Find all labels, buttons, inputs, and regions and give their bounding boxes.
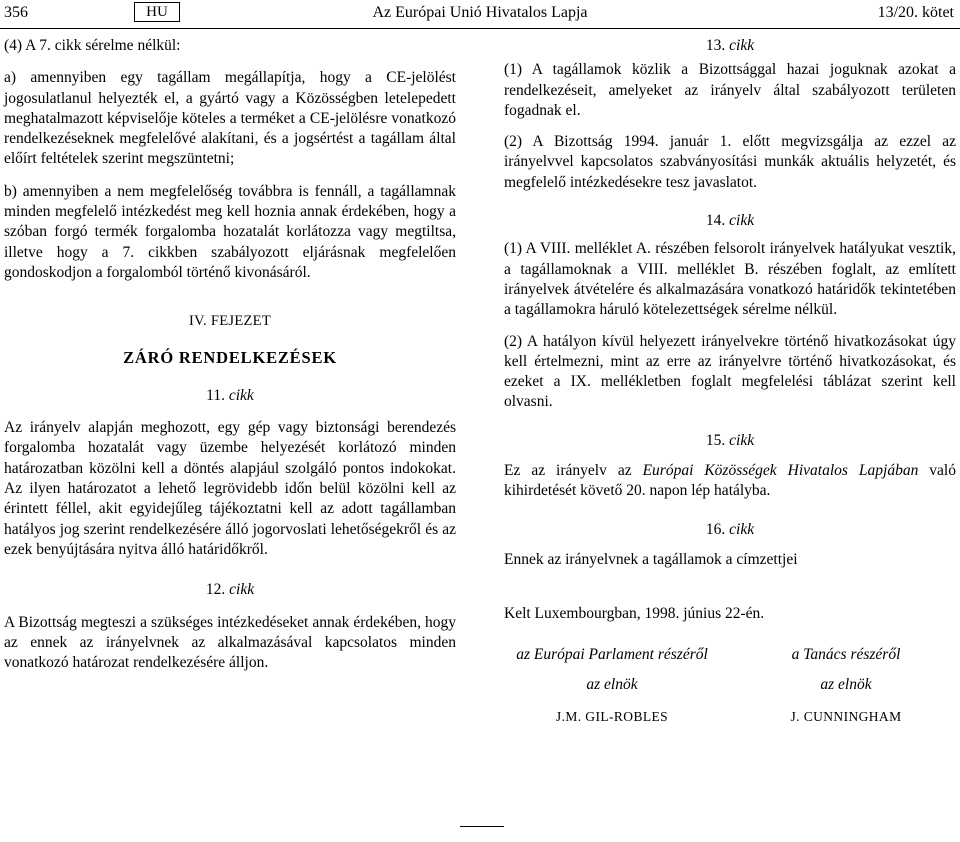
article-15-title	[504, 431, 956, 451]
article-13-para-2: (2) A Bizottság 1994. január 1. előtt megvizsgálja az ezzel az irányelvvel kapcsolatos szabványosítási munkák aktuális helyzetét, és megfelelő intézkedésekre tesz javaslatot.	[504, 133, 956, 191]
signature-council-name: J. CUNNINGHAM	[790, 709, 902, 725]
volume-label: 13/20. kötet	[877, 4, 954, 21]
article-12-number: 12.	[205, 581, 226, 599]
signature-block	[504, 645, 956, 728]
signature-parliament-name: J.M. GIL-ROBLES	[555, 709, 669, 725]
footer-rule	[460, 826, 504, 827]
article-13-number: 13.	[705, 37, 726, 54]
article-15-text	[504, 461, 956, 502]
signature-parliament-body: az Európai Parlament részéről	[516, 645, 708, 663]
article-13-word: cikk	[729, 37, 755, 54]
journal-reference: Európai Közösségek Hivatalos Lapjában	[642, 462, 919, 480]
article-16-title	[504, 520, 956, 540]
article-16-number: 16.	[705, 520, 726, 538]
article-12-word: cikk	[229, 581, 255, 599]
article-16-text: Ennek az irányelvnek a tagállamok a címzettjei	[504, 550, 798, 568]
article-14-number: 14.	[705, 212, 726, 230]
article-13-title	[504, 36, 956, 56]
place-and-date: Kelt Luxembourgban, 1998. június 22-én.	[504, 605, 765, 623]
article-12-title	[4, 580, 456, 600]
article-14-para-1: (1) A VIII. melléklet A. részében felsorolt irányelvek hatályukat vesztik, a tagállamoknak a VIII. melléklet B. részében foglalt, az említett irányelvek átvételére és alkalmazására vonatkozó határidők tekintetében a tagállamokra háruló kötelezettségek sérelme nélkül.	[504, 240, 956, 319]
page-header	[0, 0, 960, 29]
right-column	[504, 36, 956, 727]
article-13-para-1: (1) A tagállamok közlik a Bizottsággal hazai joguknak azokat a rendelkezéseit, amelyeket az irányelv által szabályozott területen fogadnak el.	[504, 61, 956, 119]
article-14-word: cikk	[729, 212, 755, 230]
signature-parliament-role: az elnök	[586, 675, 638, 693]
article-14-title	[504, 211, 956, 231]
article-16-word: cikk	[729, 520, 755, 538]
article-11-word: cikk	[228, 386, 254, 404]
chapter-label: IV. FEJEZET	[189, 313, 271, 330]
article-11-title	[4, 386, 456, 406]
article-15-text-post: való kihirdetését követő 20. napon lép hatályba.	[504, 462, 956, 500]
article-15-text-pre: Ez az irányelv az	[504, 462, 643, 480]
page-number: 356	[4, 4, 28, 21]
article-11-number: 11.	[206, 386, 225, 404]
signature-parliament	[512, 645, 712, 728]
paragraph-4-b: b) amennyiben a nem megfelelőség továbbra is fennáll, a tagállamnak minden megfelelő intézkedést meg kell hoznia annak érdekében, hogy a szóban forgó termék forgalomba hozatalát korlátozza vagy megtiltsa, illetve hogy a 7. cikkben szabályozott eljárásnak megfelelően gondoskodjon a forgalomból történő kivonásáról.	[4, 182, 456, 281]
left-column	[4, 36, 456, 673]
signature-council-role: az elnök	[820, 675, 872, 693]
language-code-box: HU	[134, 2, 180, 22]
article-12-text: A Bizottság megteszi a szükséges intézkedéseket annak érdekében, hogy az ennek az irányelvnek az alkalmazásával kapcsolatos minden vonatkozó határozat rendelkezésére álljon.	[4, 613, 456, 672]
article-15-number: 15.	[705, 431, 726, 449]
journal-title: Az Európai Unió Hivatalos Lapja	[372, 4, 588, 21]
chapter-title: ZÁRÓ RENDELKEZÉSEK	[123, 347, 337, 367]
signature-council	[746, 645, 946, 728]
paragraph-4-intro: (4) A 7. cikk sérelme nélkül:	[4, 37, 181, 54]
paragraph-4-a: a) amennyiben egy tagállam megállapítja, hogy a CE-jelölést jogosulatlanul helyezték el, a gyártó vagy a Közösségben letelepedett meghatalmazott képviselője köteles a terméket a CE-jelölésre vonatkozó rendelkezéseknek megfelelővé alakítani, és a jogsértést a tagállam által előírt feltételek szerint megszüntetni;	[4, 69, 456, 168]
article-11-text: Az irányelv alapján meghozott, egy gép vagy biztonsági berendezés forgalomba hozatalát vagy üzembe helyezését korlátozó minden határozatban közölni kell a döntés alapjául szolgáló pontos indokokat. Az ilyen határozatot a lehető legrövidebb időn belül közölni kell az érintett féllel, akit egyidejűleg tájékoztatni kell az adott tagállamban hatályos jog szerint rendelkezésére álló jogorvoslati lehetőségekről és az ezek benyújtására nyitva álló határidőkről.	[4, 419, 456, 558]
article-15-word: cikk	[729, 431, 755, 449]
signature-council-body: a Tanács részéről	[791, 645, 901, 663]
article-14-para-2: (2) A hatályon kívül helyezett irányelvekre történő hivatkozásokat úgy kell értelmezni, mint az erre az irányelvre történő hivatkozásokat, és ezeket a IX. mellékletben foglalt megfelelési táblázat szerint kell olvasni.	[504, 332, 956, 411]
